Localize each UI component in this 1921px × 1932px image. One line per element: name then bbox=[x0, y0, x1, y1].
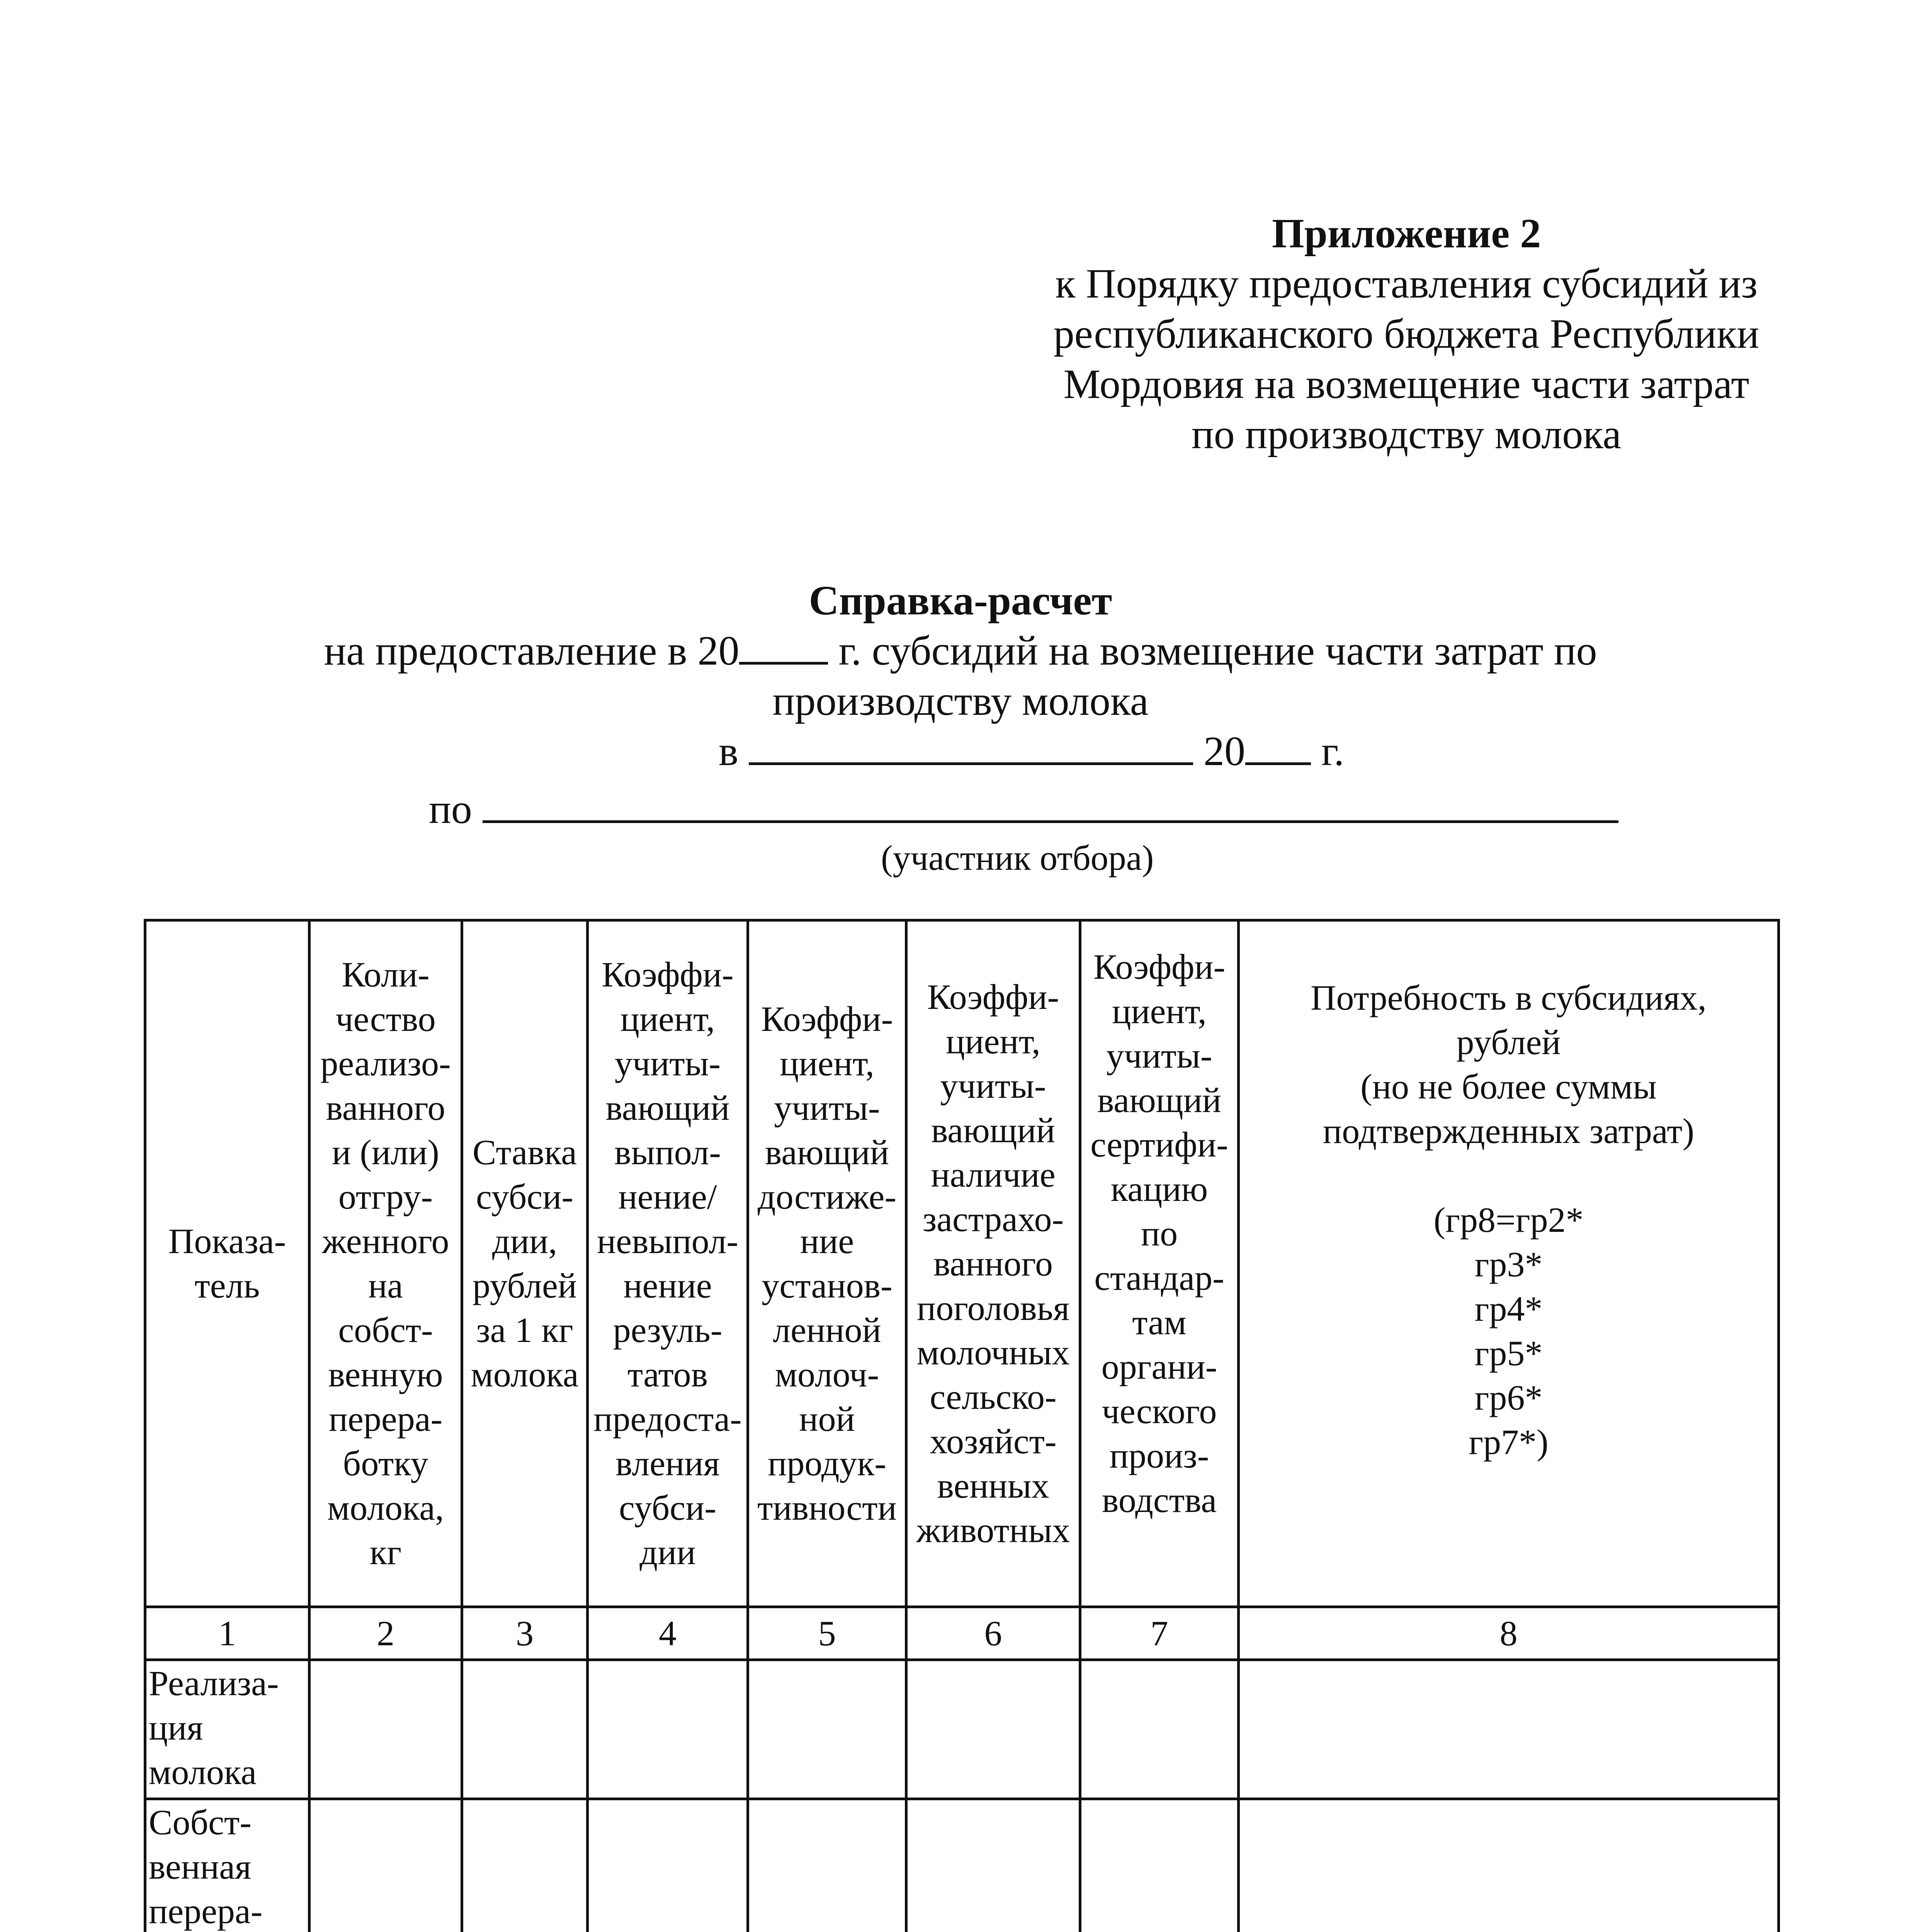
column-number: 5 bbox=[748, 1607, 906, 1660]
cell-input[interactable] bbox=[588, 1799, 748, 1932]
header-coef-productivity: Коэффи- циент, учиты- вающий достиже- ние установ- ленной молоч- ной продук- тивности bbox=[748, 920, 906, 1607]
header-quantity: Коли- чество реализо- ванного и (или) отгру- женного на собст- венную перера- ботку молока, кг bbox=[309, 920, 462, 1607]
column-number: 4 bbox=[588, 1607, 748, 1660]
heading-line-1-prefix: на предоставление в 20 bbox=[324, 628, 740, 674]
cell-input[interactable] bbox=[1239, 1660, 1779, 1799]
column-number-row bbox=[145, 1607, 1779, 1660]
cell-input[interactable] bbox=[462, 1799, 588, 1932]
cell-input[interactable] bbox=[748, 1799, 906, 1932]
heading-line-3 bbox=[719, 726, 1344, 777]
appendix-block bbox=[989, 209, 1824, 460]
cell-input[interactable] bbox=[1080, 1660, 1239, 1799]
cell-input[interactable] bbox=[309, 1799, 462, 1932]
year-blank bbox=[739, 654, 828, 665]
participant-caption: (участник отбора) bbox=[881, 838, 1154, 878]
heading-line-4 bbox=[429, 784, 1618, 835]
month-blank bbox=[749, 755, 1193, 765]
cell-input[interactable] bbox=[462, 1660, 588, 1799]
column-number: 6 bbox=[906, 1607, 1080, 1660]
appendix-title: Приложение 2 bbox=[1272, 211, 1541, 257]
table-row-processing bbox=[145, 1799, 1779, 1932]
header-coef-results: Коэффи- циент, учиты- вающий выпол- нение/ невыпол- нение резуль- татов предоста- вления субси- дии bbox=[588, 920, 748, 1607]
appendix-line-1: к Порядку предоставления субсидий из bbox=[1055, 261, 1758, 307]
heading-line-3-prefix: в bbox=[719, 728, 738, 774]
heading-line-3-year: 20 bbox=[1204, 728, 1245, 774]
participant-blank bbox=[483, 813, 1618, 823]
appendix-line-4: по производству молока bbox=[1191, 412, 1622, 457]
cell-input[interactable] bbox=[906, 1799, 1080, 1932]
heading-line-1-suffix: г. субсидий на возмещение части затрат по bbox=[828, 628, 1597, 674]
column-number: 7 bbox=[1080, 1607, 1239, 1660]
appendix-line-3: Мордовия на возмещение части затрат bbox=[1063, 361, 1749, 407]
column-number: 3 bbox=[462, 1607, 588, 1660]
heading-line-2: производству молока bbox=[772, 678, 1149, 724]
column-number: 8 bbox=[1239, 1607, 1779, 1660]
row-label-sales: Реализа- ция молока bbox=[145, 1660, 309, 1799]
cell-input[interactable] bbox=[748, 1660, 906, 1799]
column-number: 1 bbox=[145, 1607, 309, 1660]
header-rate: Ставка субси- дии, рублей за 1 кг молока bbox=[462, 920, 588, 1607]
header-subsidy-need: Потребность в субсидиях, рублей (но не более суммы подтвержденных затрат) (гр8=гр2* гр3* гр4* гр5* гр6* гр7*) bbox=[1239, 920, 1779, 1607]
heading-line-4-prefix: по bbox=[429, 786, 472, 832]
heading-line-1 bbox=[0, 626, 1921, 676]
document-title: Справка-расчет bbox=[809, 578, 1112, 624]
heading-line-3-suffix: г. bbox=[1321, 728, 1345, 774]
header-indicator: Показа- тель bbox=[145, 920, 309, 1607]
cell-input[interactable] bbox=[1080, 1799, 1239, 1932]
cell-input[interactable] bbox=[1239, 1799, 1779, 1932]
cell-input[interactable] bbox=[906, 1660, 1080, 1799]
table-row-sales bbox=[145, 1660, 1779, 1799]
cell-input[interactable] bbox=[588, 1660, 748, 1799]
row-label-processing: Собст- венная перера- bbox=[145, 1799, 309, 1932]
header-coef-insurance: Коэффи- циент, учиты- вающий наличие застрахо- ванного поголовья молочных сельско- хозяйст- венных животных bbox=[906, 920, 1080, 1607]
appendix-line-2: республиканского бюджета Республики bbox=[1053, 311, 1760, 357]
year-blank-2 bbox=[1245, 755, 1311, 765]
cell-input[interactable] bbox=[309, 1660, 462, 1799]
header-coef-organic: Коэффи- циент, учиты- вающий сертифи- кацию по стандар- там органи- ческого произ- водства bbox=[1080, 920, 1239, 1607]
table-header-row bbox=[145, 920, 1779, 1607]
calculation-table bbox=[144, 919, 1780, 1932]
column-number: 2 bbox=[309, 1607, 462, 1660]
